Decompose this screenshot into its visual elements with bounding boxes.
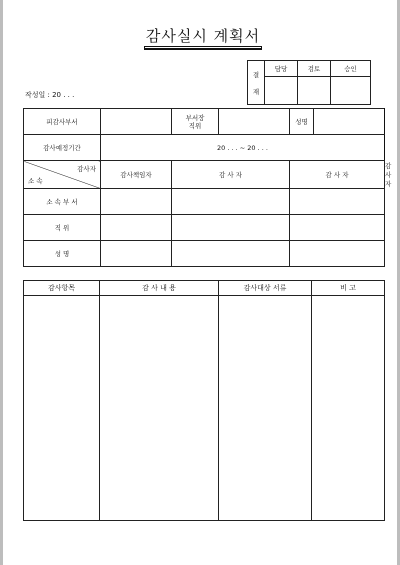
- cell-input[interactable]: [101, 241, 172, 267]
- audit-documents-body[interactable]: [219, 296, 312, 521]
- role-auditor-1: 감 사 자: [172, 161, 290, 189]
- cell-input[interactable]: [101, 215, 172, 241]
- row-name-label: 성 명: [24, 241, 101, 267]
- cell-input[interactable]: [172, 215, 290, 241]
- approval-header-staff: 담당: [265, 61, 298, 77]
- cell-input[interactable]: [172, 189, 290, 215]
- auditee-dept-label: 피감사부서: [24, 109, 101, 135]
- row-dept-label: 소 속 부 서: [24, 189, 101, 215]
- approval-box: [247, 60, 371, 105]
- period-value[interactable]: 20 . . . ~ 20 . . .: [101, 135, 385, 161]
- cell-input[interactable]: [101, 189, 172, 215]
- approval-sign-staff[interactable]: [265, 77, 298, 105]
- audit-content-body[interactable]: [100, 296, 219, 521]
- dept-head-title-label: 부서장 직위: [172, 109, 219, 135]
- role-lead-auditor: 감사책임자: [101, 161, 172, 189]
- approval-sign-review[interactable]: [298, 77, 331, 105]
- document-title: 감사실시 계획서: [145, 27, 261, 45]
- role-auditor-2: 감 사 자: [290, 161, 385, 189]
- audit-plan-table: [23, 280, 385, 521]
- period-label: 감사예정기간: [24, 135, 101, 161]
- auditee-dept-value[interactable]: [101, 109, 172, 135]
- diagonal-header: [24, 161, 101, 189]
- approval-sign-approve[interactable]: [331, 77, 371, 105]
- header-audit-content: 감 사 내 용: [100, 281, 219, 296]
- diag-affiliation-label: 소 속: [28, 177, 43, 185]
- audit-item-body[interactable]: [24, 296, 100, 521]
- cell-input[interactable]: [290, 215, 385, 241]
- name-label: 성명: [290, 109, 314, 135]
- auditor-info-table: 피감사부서 부서장 직위 성명 감사예정기간 20 . . . ~ 20 . . . 감사자 소 속 감사책임자 감 사 자 감 사 자 감 사 자 소 속 부 서 직 위 성 명: [23, 108, 385, 267]
- approval-label: 결 재: [248, 61, 265, 105]
- dept-head-title-value[interactable]: [219, 109, 290, 135]
- header-audit-item: 감사항목: [24, 281, 100, 296]
- written-date: 작성일 : 20 . . .: [25, 91, 75, 99]
- approval-header-approve: 승인: [331, 61, 371, 77]
- cell-input[interactable]: [290, 241, 385, 267]
- cell-input[interactable]: [290, 189, 385, 215]
- header-remarks: 비 고: [312, 281, 385, 296]
- row-position-label: 직 위: [24, 215, 101, 241]
- header-audit-documents: 감사대상 서류: [219, 281, 312, 296]
- remarks-body[interactable]: [312, 296, 385, 521]
- name-value[interactable]: [314, 109, 385, 135]
- approval-header-review: 검토: [298, 61, 331, 77]
- diag-auditor-label: 감사자: [77, 165, 96, 173]
- cell-input[interactable]: [172, 241, 290, 267]
